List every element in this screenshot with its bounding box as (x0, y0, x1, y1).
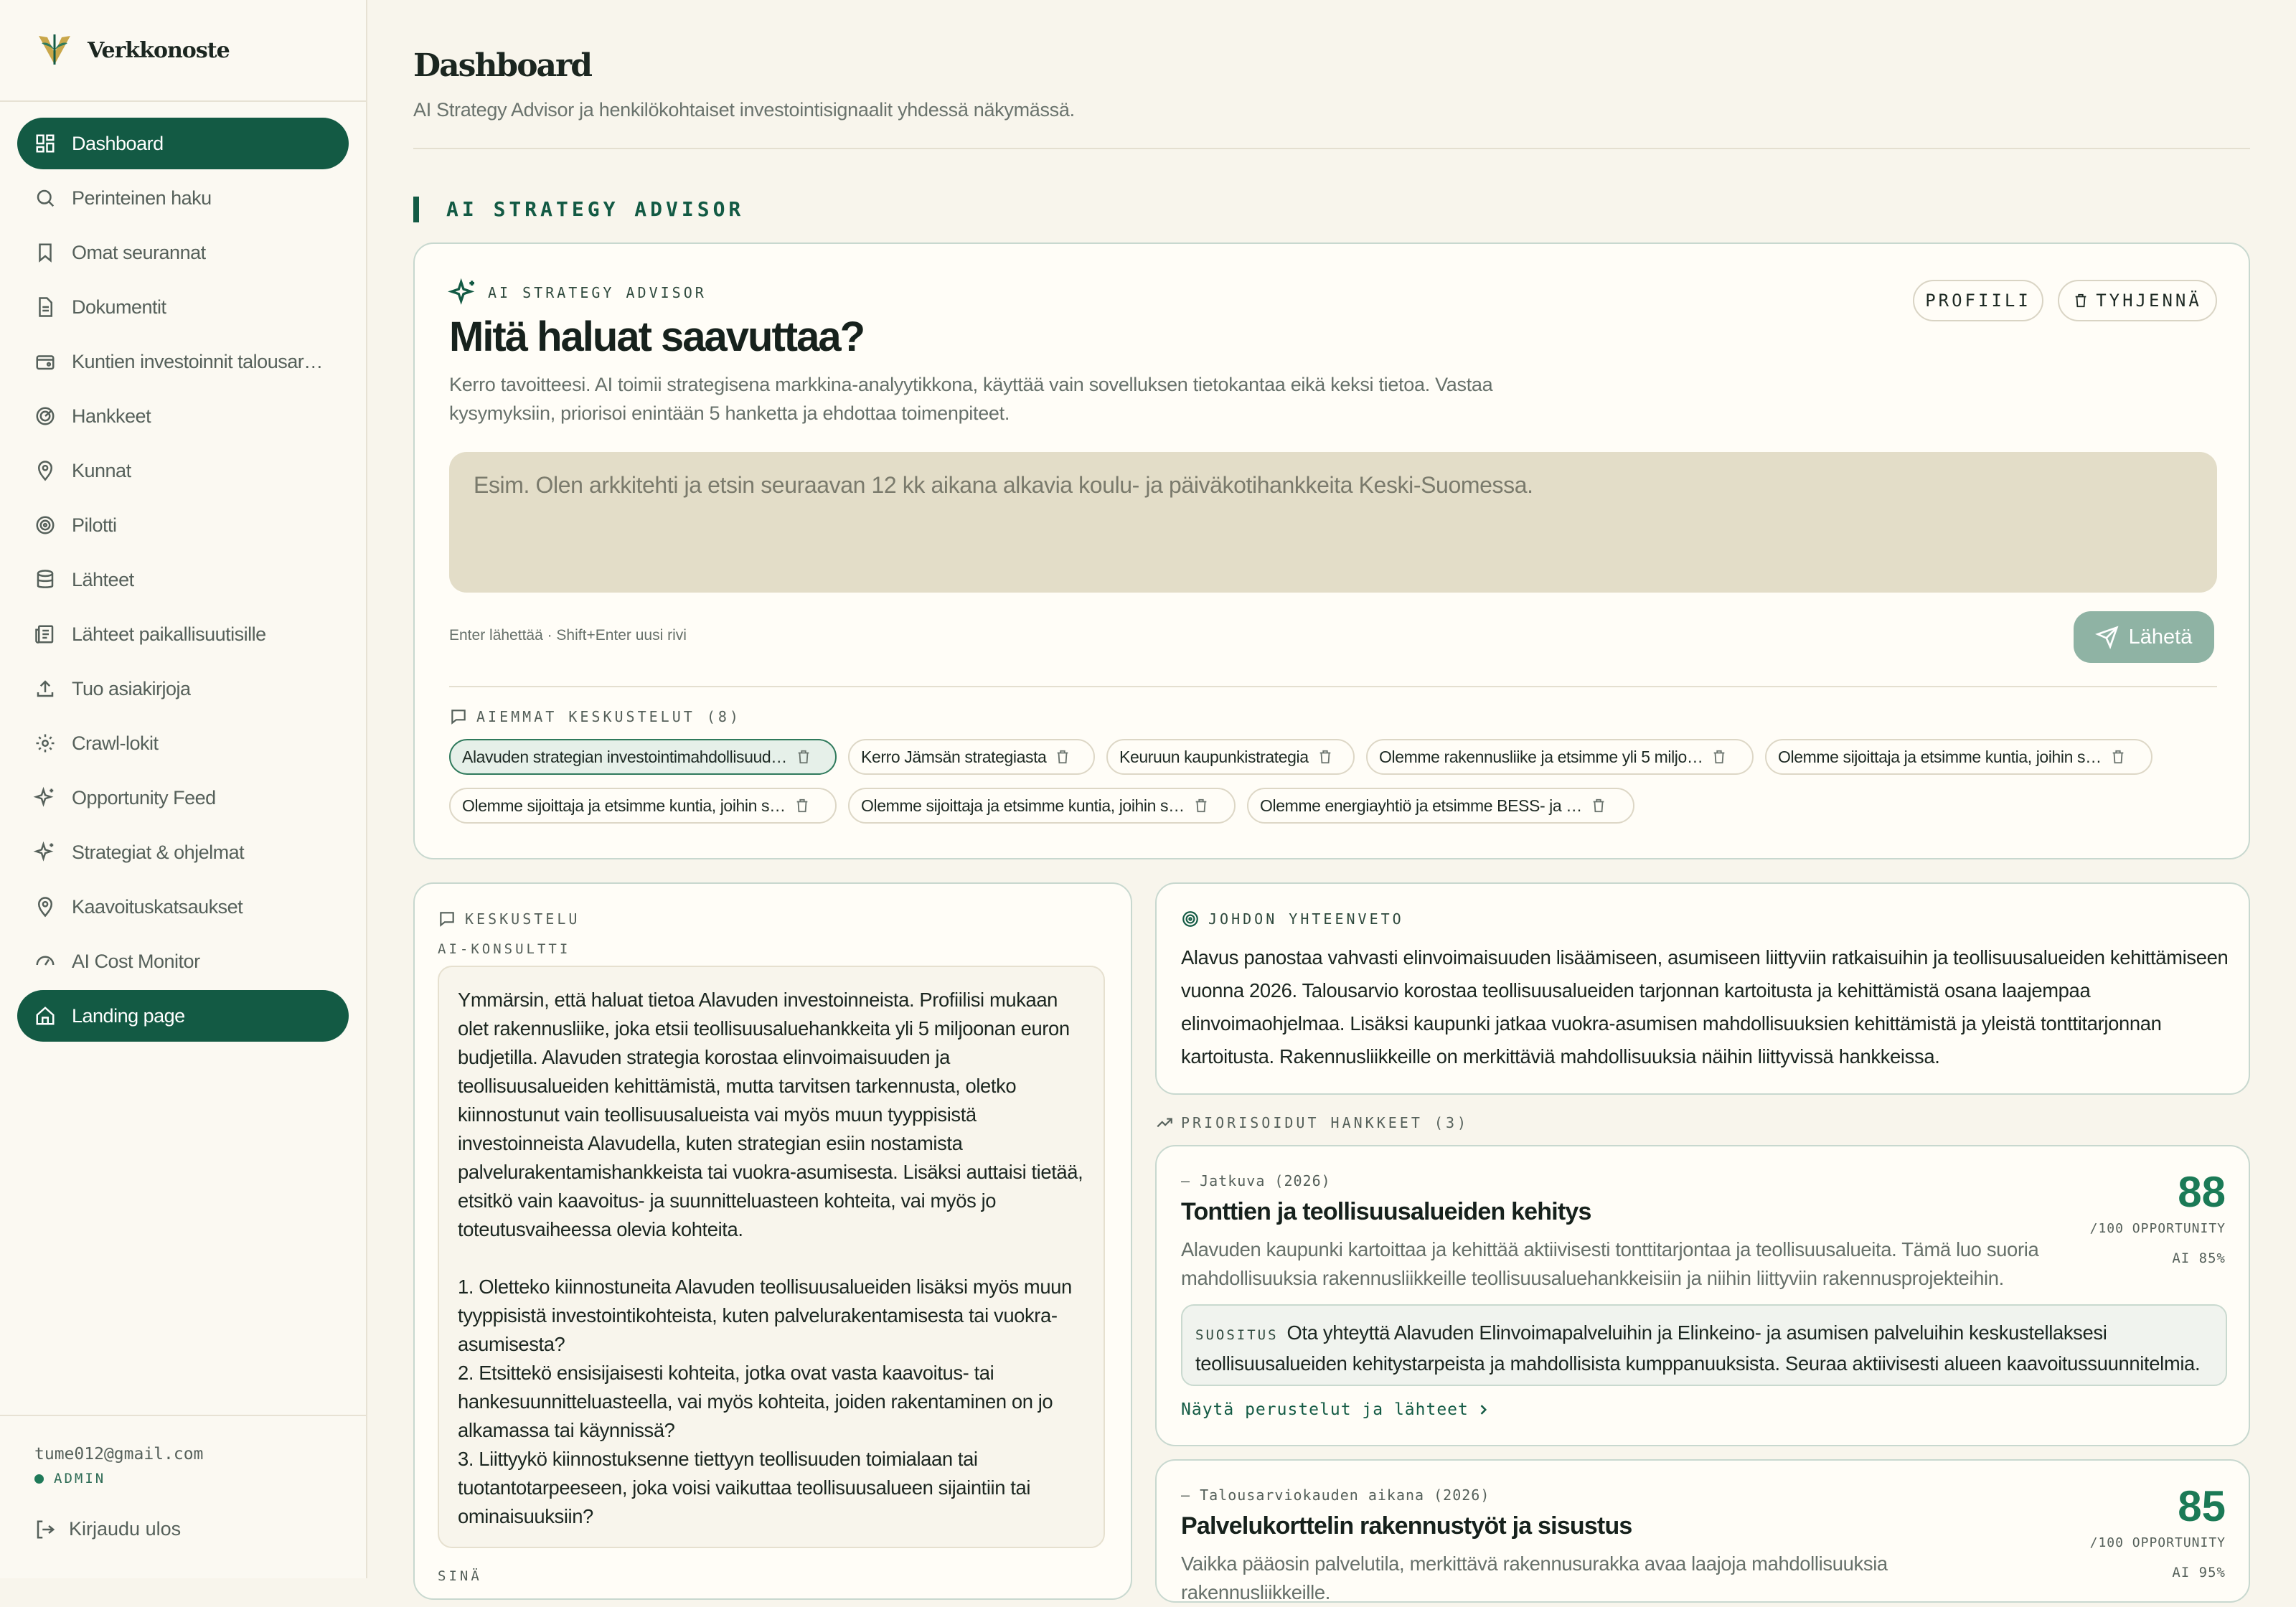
radar-icon (34, 405, 56, 427)
newspaper-icon (34, 623, 56, 645)
sidebar-item-label: Dashboard (72, 132, 164, 154)
user-label: SINÄ (438, 1568, 482, 1584)
gear-icon (34, 732, 56, 754)
sidebar-item-tuo-asiakirjoja[interactable] (17, 663, 349, 715)
sidebar-item-lahteet-paikallisuutisille[interactable] (17, 608, 349, 660)
profile-button-label: PROFIILI (1925, 291, 2031, 311)
sidebar-item-strategiat[interactable] (17, 826, 349, 878)
sidebar-item-landing-page[interactable] (17, 990, 349, 1042)
sidebar-item-label: Kaavoituskatsaukset (72, 895, 243, 918)
trending-up-icon (1155, 1113, 1174, 1132)
sidebar-item-kaavoituskatsaukset[interactable] (17, 881, 349, 933)
score-value: 88 (2178, 1168, 2226, 1216)
show-rationale-label: Näytä perustelut ja lähteet (1181, 1400, 1469, 1419)
assistant-label: AI-KONSULTTI (438, 941, 571, 957)
user-email: tume012@gmail.com (34, 1445, 204, 1464)
home-icon (34, 1005, 56, 1027)
sidebar-item-pilotti[interactable] (17, 499, 349, 551)
trash-icon[interactable] (1193, 798, 1209, 814)
search-icon (34, 187, 56, 209)
send-button[interactable] (2074, 611, 2214, 663)
database-icon (34, 569, 56, 590)
project-tag: — Talousarviokauden aikana (2026) (1181, 1486, 1490, 1504)
sidebar-item-label: Strategiat & ohjelmat (72, 841, 245, 863)
project-title: Palvelukorttelin rakennustyöt ja sisustus (1181, 1512, 1632, 1540)
opportunity-score (2090, 1169, 2226, 1266)
sidebar-item-hankkeet[interactable] (17, 390, 349, 442)
previous-label-text: AIEMMAT KESKUSTELUT (8) (476, 708, 741, 725)
sidebar-item-label: Opportunity Feed (72, 786, 216, 809)
logout-button[interactable] (34, 1518, 366, 1540)
opportunity-score (2090, 1484, 2226, 1580)
user-role-label: ADMIN (54, 1471, 106, 1486)
sidebar-item-kunnat[interactable] (17, 445, 349, 496)
advisor-divider (449, 686, 2217, 687)
trash-icon[interactable] (794, 798, 810, 814)
chevron-right-icon (1476, 1403, 1490, 1417)
sidebar-item-label: AI Cost Monitor (72, 950, 200, 972)
sidebar-item-label: Kunnat (72, 459, 131, 481)
status-dot (34, 1474, 44, 1484)
bookmark-icon (34, 242, 56, 263)
sidebar-item-label: Dokumentit (72, 296, 166, 318)
executive-summary (1155, 882, 2250, 1095)
sidebar-item-kuntien-investoinnit[interactable] (17, 336, 349, 387)
conversation-panel (413, 882, 1132, 1600)
advisor-label (449, 278, 707, 307)
score-value: 85 (2178, 1482, 2226, 1530)
map-pin-icon (34, 896, 56, 918)
sidebar-item-label: Pilotti (72, 514, 117, 536)
send-button-label: Lähetä (2128, 625, 2193, 649)
send-icon (2096, 626, 2119, 649)
project-description: Vaikka pääosin palvelutila, merkittävä rakennusurakka avaa laajoja mahdollisuuksia rakennusliikkeille. (1181, 1552, 1888, 1603)
recommendation-text: Ota yhteyttä Alavuden Elinvoimapalveluihin ja Elinkeino- ja asumisen palveluihin keskustellaksesi teollisuusalueiden kehitystarpeista ja mahdollisista kumppanuuksista. Seuraa aktiivisesti alueen kaavoitussuunnitelmia. (1195, 1321, 2201, 1375)
project-tag: — Jatkuva (2026) (1181, 1172, 1331, 1189)
sidebar-item-label: Lähteet paikallisuutisille (72, 623, 266, 645)
sidebar-nav (0, 102, 366, 1042)
trash-icon[interactable] (1055, 749, 1071, 765)
sidebar-item-label: Perinteinen haku (72, 187, 212, 209)
ai-confidence: AI 95% (2172, 1565, 2226, 1580)
sidebar-item-label: Lähteet (72, 568, 134, 590)
show-rationale-link[interactable] (1181, 1400, 1490, 1419)
chat-icon (449, 707, 468, 726)
assistant-message: Ymmärsin, että haluat tietoa Alavuden investoinneista. Profiilisi mukaan olet rakennusliike, joka etsii teollisuusaluehankkeita yli 5 miljoonan euron budjetilla. Alavuden strategia korostaa elinvoimaisuuden ja teollisuusalueiden kehittämistä, mutta tarvitsen tarkennusta, oletko kiinnostunut vain teollisuusalueista vai myös muun tyyppisistä investoinneista Alavudella, kuten strategian esiin nostamista palvelurakentamishankkeista tai vuokra-asumisesta. Lisäksi auttaisi tietää, etsitkö vain kaavoitus- ja suunnitteluasteen kohteita, vai myös jo toteutusvaiheessa olevia kohteita. 1. Oletteko kiinnostuneita Alavuden teollisuusalueiden lisäksi myös muun tyyppisistä investointikohteista, kuten palvelurakentamisesta tai vuokra-asumisesta? 2. Etsittekö ensisijaisesti kohteita, jotka ovat vasta kaavoitus- tai hankesuunnitteluasteella, vai myös kohteita, joiden rakentaminen on jo alkamassa tai käynnissä? 3. Liittyykö kiinnostuksenne tiettyyn teollisuuden toimialaan tai tuotantotarpeeseen, joka voisi vaikuttaa teollisuusalueen sijaintiin tai ominaisuuksiin? (438, 966, 1105, 1548)
page-title: Dashboard (413, 47, 591, 84)
project-card[interactable] (1155, 1145, 2250, 1446)
sparkles-icon (34, 842, 56, 863)
goal-input-placeholder: Esim. Olen arkkitehti ja etsin seuraavan 12 kk aikana alkavia koulu- ja päiväkotihankkeita Keski-Suomessa. (474, 472, 1533, 498)
map-pin-icon (34, 460, 56, 481)
brand-name: Verkkonoste (88, 37, 230, 63)
input-hint: Enter lähettää · Shift+Enter uusi rivi (449, 627, 687, 644)
sidebar-item-label: Kuntien investoinnit talousar… (72, 350, 323, 372)
sidebar-item-dashboard[interactable] (17, 118, 349, 169)
user-role (34, 1471, 366, 1486)
conversation-chip[interactable]: Olemme sijoittaja ja etsimme kuntia, joihin s… (848, 788, 1236, 824)
trash-icon (2073, 293, 2089, 308)
previous-conversations-label (449, 707, 741, 726)
user-panel (0, 1415, 366, 1578)
recommendation (1181, 1304, 2227, 1386)
brand-logo-icon (34, 29, 75, 72)
conversation-chip[interactable]: Olemme energiayhtiö ja etsimme BESS- ja … (1247, 788, 1634, 824)
page-subtitle: AI Strategy Advisor ja henkilökohtaiset investointisignaalit yhdessä näkymässä. (413, 99, 1075, 121)
gauge-icon (34, 951, 56, 972)
conversation-chip[interactable]: Olemme rakennusliike ja etsimme yli 5 miljo… (1366, 739, 1754, 775)
profile-button[interactable] (1913, 280, 2043, 321)
projects-label-text: PRIORISOIDUT HANKKEET (3) (1181, 1114, 1469, 1131)
summary-label: JOHDON YHTEENVETO (1208, 910, 1404, 928)
recommendation-label: SUOSITUS (1195, 1327, 1279, 1343)
project-card[interactable] (1155, 1459, 2250, 1603)
sidebar-item-opportunity-feed[interactable] (17, 772, 349, 824)
sidebar-item-label: Hankkeet (72, 405, 151, 427)
sidebar-item-label: Crawl-lokit (72, 732, 159, 754)
sidebar-item-omat-seurannat[interactable] (17, 227, 349, 278)
sidebar-item-dokumentit[interactable] (17, 281, 349, 333)
advisor-title: Mitä haluat saavuttaa? (449, 314, 865, 360)
dashboard-icon (34, 133, 56, 154)
sparkles-icon (449, 278, 478, 307)
sidebar-item-ai-cost-monitor[interactable] (17, 936, 349, 987)
trash-icon[interactable] (1711, 749, 1727, 765)
section-label: AI STRATEGY ADVISOR (413, 197, 744, 222)
conversation-header (438, 910, 580, 928)
prioritized-projects-label (1155, 1113, 1469, 1132)
upload-icon (34, 678, 56, 699)
clear-button-label: TYHJENNÄ (2096, 291, 2202, 311)
ai-confidence: AI 85% (2172, 1250, 2226, 1266)
sidebar-item-label: Omat seurannat (72, 241, 206, 263)
advisor-card (413, 242, 2250, 859)
logout-label: Kirjaudu ulos (69, 1518, 182, 1540)
advisor-label-text: AI STRATEGY ADVISOR (488, 284, 707, 301)
project-title: Tonttien ja teollisuusalueiden kehitys (1181, 1198, 1591, 1225)
sidebar-item-label: Landing page (72, 1004, 185, 1027)
sidebar-item-crawl-lokit[interactable] (17, 717, 349, 769)
conversation-chip[interactable]: Keuruun kaupunkistrategia (1106, 739, 1355, 775)
trash-icon[interactable] (796, 749, 811, 765)
conversation-chip[interactable]: Olemme sijoittaja ja etsimme kuntia, joihin s… (1765, 739, 2152, 775)
conversation-chip[interactable]: Olemme sijoittaja ja etsimme kuntia, joihin s… (449, 788, 837, 824)
conversation-chip[interactable]: Alavuden strategian investointimahdollisuud… (449, 739, 837, 775)
conversation-label: KESKUSTELU (465, 910, 580, 928)
summary-header (1181, 910, 1404, 928)
trash-icon[interactable] (1591, 798, 1606, 814)
wallet-icon (34, 351, 56, 372)
document-icon (34, 296, 56, 318)
brand[interactable] (0, 0, 366, 102)
project-description: Alavuden kaupunki kartoittaa ja kehittää aktiivisesti tonttitarjontaa ja teollisuusalueita. Tämä luo suoria mahdollisuuksia rakennusliikkeille teollisuusaluehankkeisiin ja niihin liittyviin rakennusprojekteihin. (1181, 1238, 2039, 1289)
sidebar (0, 0, 367, 1578)
logout-icon (34, 1519, 56, 1540)
score-scale: /100 OPPORTUNITY (2089, 1221, 2226, 1236)
divider (413, 148, 2250, 149)
goal-input[interactable] (449, 452, 2217, 593)
conversation-chip[interactable]: Kerro Jämsän strategiasta (848, 739, 1095, 775)
previous-conversations (449, 739, 2217, 824)
trash-icon[interactable] (2110, 749, 2126, 765)
trash-icon[interactable] (1317, 749, 1333, 765)
sidebar-item-perinteinen-haku[interactable] (17, 172, 349, 224)
summary-text: Alavus panostaa vahvasti elinvoimaisuuden lisäämiseen, asumiseen liittyviin ratkaisuihin ja teollisuusalueiden kehittämiseen vuonna 2026. Talousarvio korostaa teollisuusalueiden tarjonnan kartoitusta ja kehittämistä osana laajempaa elinvoimaohjelmaa. Lisäksi kaupunki jatkaa vuokra-asumisen mahdollisuuksien kehittämistä ja yleistä tonttitarjonnan kartoitusta. Rakennusliikkeille on merkittäviä mahdollisuuksia näihin liittyvissä hankkeissa. (1181, 946, 2229, 1068)
chat-icon (438, 910, 456, 928)
target-icon (1181, 910, 1200, 928)
score-scale: /100 OPPORTUNITY (2089, 1535, 2226, 1550)
sidebar-item-lahteet[interactable] (17, 554, 349, 605)
target-icon (34, 514, 56, 536)
clear-button[interactable] (2058, 280, 2217, 321)
advisor-description: Kerro tavoitteesi. AI toimii strategisena markkina-analyytikkona, käyttää vain sovelluksen tietokantaa eikä keksi tietoa. Vastaa kysymyksiin, priorisoi enintään 5 hanketta ja ehdottaa toimenpiteet. (449, 374, 1493, 424)
sparkles-icon (34, 787, 56, 809)
sidebar-item-label: Tuo asiakirjoja (72, 677, 191, 699)
